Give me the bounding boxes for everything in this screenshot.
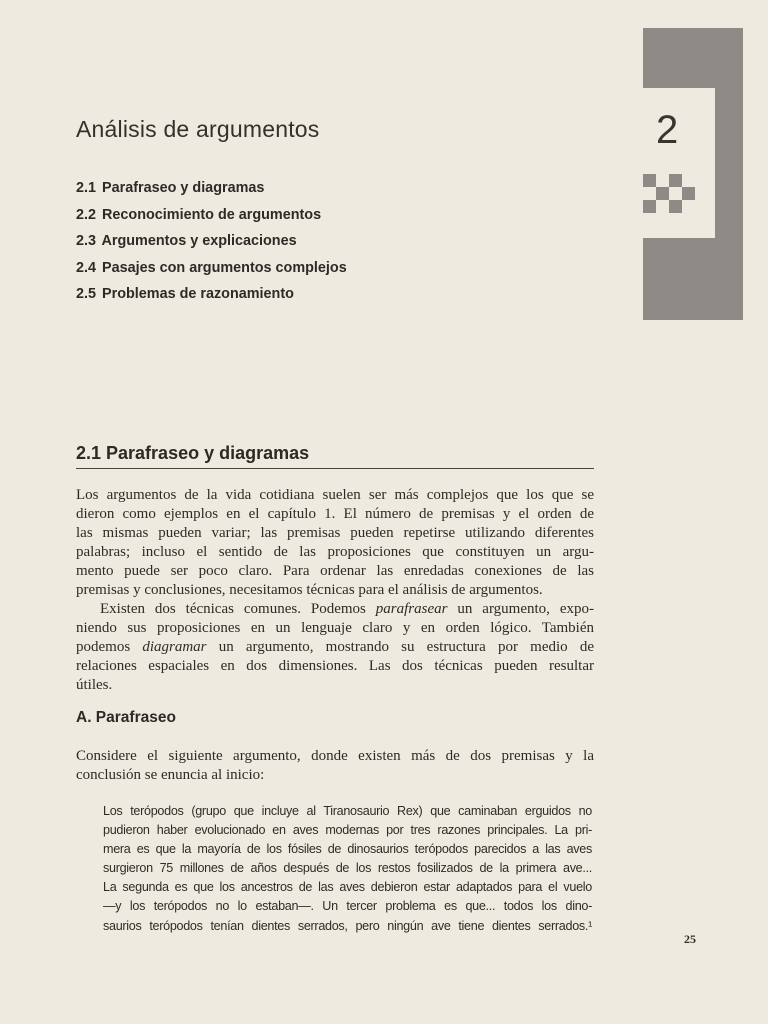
chapter-tab-window (643, 88, 715, 238)
toc-number: 2.2 (76, 206, 97, 223)
toc-item (76, 284, 347, 311)
text-line: Considere el siguiente argumento, donde existen más de dos premisas y la (76, 748, 594, 764)
subsection-heading: A. Parafraseo (76, 709, 176, 726)
quote-line: —y los terópodos no lo estaban—. Un tercer problema es que... todos los dino- (103, 899, 592, 914)
text-line (76, 638, 594, 657)
text-line: las mismas pueden variar; las premisas pueden repetirse utilizando diferentes (76, 525, 594, 541)
toc-item (76, 178, 347, 205)
toc-number: 2.5 (76, 286, 97, 302)
checker-square (682, 187, 695, 200)
text-line: niendo sus proposiciones en un lenguaje claro y en orden lógico. También (76, 620, 594, 636)
quote-line: pudieron haber evolucionado en aves modernas por tres razones principales. La pri- (103, 823, 592, 838)
text-line: mento puede ser poco claro. Para ordenar las enredadas conexiones de las (76, 563, 594, 579)
body-paragraph (76, 600, 594, 695)
chapter-number: 2 (656, 108, 679, 152)
emphasized-term: diagramar (142, 639, 207, 655)
section-heading: 2.1 Parafraseo y diagramas (76, 443, 310, 463)
emphasized-term: parafrasear (375, 601, 448, 617)
checker-square (669, 200, 682, 213)
quote-line: saurios terópodos tenían dientes serrados, pero ningún ave tiene dientes serrados.¹ (103, 918, 592, 933)
text-run: un argumento, mostrando su estructura por medio de (206, 639, 594, 655)
text-line (76, 600, 594, 619)
body-paragraph (76, 747, 594, 785)
text-line: relaciones espaciales en dos dimensiones. Las dos técnicas pueden resultar (76, 658, 594, 674)
chapter-title: Análisis de argumentos (76, 116, 320, 142)
text-run: podemos (76, 639, 143, 655)
quote-line: mera es que la mayoría de los fósiles de dinosaurios terópodos parecidos a las aves (103, 842, 592, 857)
text-line: Los argumentos de la vida cotidiana suelen ser más complejos que los que se (76, 487, 594, 503)
checker-square (643, 174, 656, 187)
toc-label: Reconocimiento de argumentos (102, 206, 322, 223)
checker-square (669, 174, 682, 187)
text-run: un argumento, expo- (447, 601, 594, 617)
checker-square (656, 187, 669, 200)
toc-label: Pasajes con argumentos complejos (102, 259, 347, 276)
toc-item (76, 231, 347, 258)
chapter-toc (76, 178, 347, 311)
block-quote (103, 802, 592, 936)
toc-item (76, 205, 347, 232)
text-line: palabras; incluso el sentido de las proposiciones que constituyen un argu- (76, 544, 594, 560)
toc-number: 2.4 (76, 259, 97, 276)
toc-number: 2.3 (76, 233, 97, 249)
text-line: conclusión se enuncia al inicio: (76, 767, 265, 783)
toc-label: Problemas de razonamiento (102, 286, 294, 302)
page-number: 25 (684, 932, 696, 946)
toc-number: 2.1 (76, 180, 97, 196)
toc-label: Parafraseo y diagramas (102, 180, 265, 196)
section-divider (76, 468, 594, 469)
quote-line: La segunda es que los ancestros de las aves debieron estar adaptados para el vuelo (103, 880, 592, 895)
checker-square (643, 200, 656, 213)
toc-label: Argumentos y explicaciones (101, 233, 297, 249)
chapter-tab-block (643, 28, 743, 320)
text-run: Existen dos técnicas comunes. Podemos (100, 601, 376, 617)
quote-line: surgieron 75 millones de años después de los restos fosilizados de la primera ave... (103, 861, 592, 876)
body-paragraph (76, 486, 594, 600)
text-line: premisas y conclusiones, necesitamos técnicas para el análisis de argumentos. (76, 582, 543, 598)
quote-line: Los terópodos (grupo que incluye al Tiranosaurio Rex) que caminaban erguidos no (103, 804, 592, 818)
text-line: dieron como ejemplos en el capítulo 1. El número de premisas y el orden de (76, 506, 594, 522)
toc-item (76, 258, 347, 285)
text-line: útiles. (76, 677, 113, 693)
